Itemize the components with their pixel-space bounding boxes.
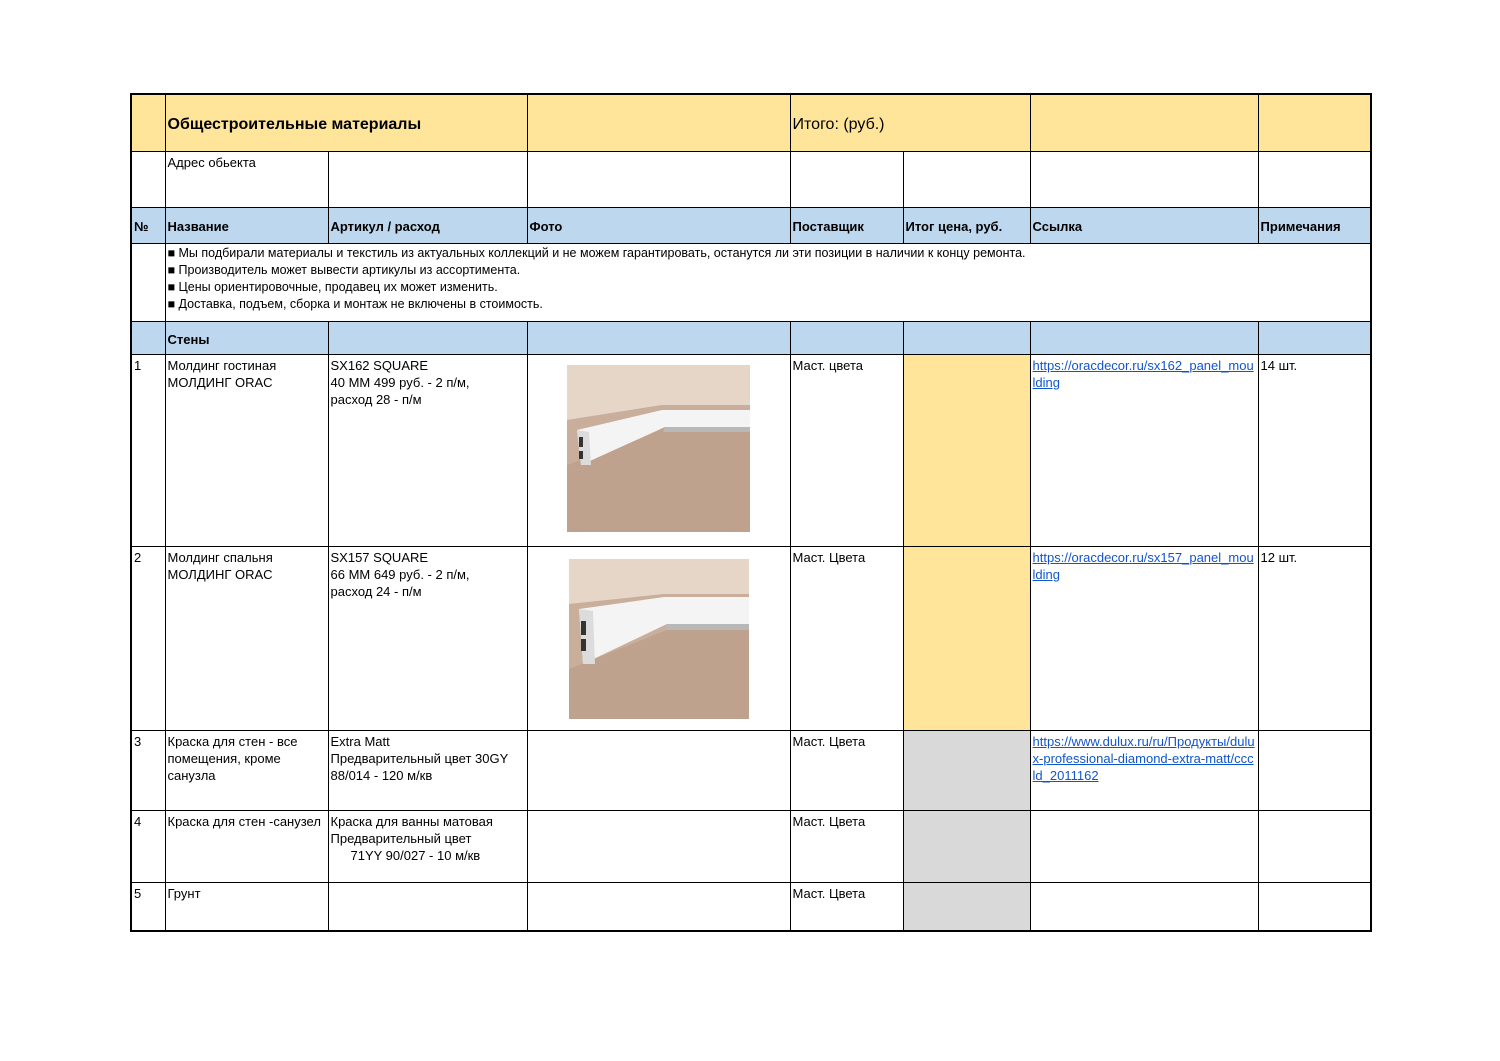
row-note[interactable]: 14 шт. xyxy=(1258,355,1371,547)
row-name-brand: МОЛДИНГ ORAC xyxy=(167,375,273,390)
column-header-row xyxy=(131,208,1371,244)
section-num-cell xyxy=(131,322,165,355)
row-article-detail: 66 MM 649 руб. - 2 п/м, xyxy=(330,567,470,582)
row-photo-cell[interactable] xyxy=(527,883,790,931)
row-article-cell[interactable] xyxy=(328,883,527,931)
title-link-cell[interactable] xyxy=(1030,94,1258,152)
row-link[interactable]: https://www.dulux.ru/ru/Продукты/dulux-professional-diamond-extra-matt/cccld_2011162 xyxy=(1032,734,1255,783)
molding-photo-icon xyxy=(569,559,749,719)
row-name[interactable]: Краска для стен -санузел xyxy=(165,811,328,883)
note-line: ■ Производитель может вывести артикулы из ассортимента. xyxy=(167,263,521,277)
row-supplier[interactable]: Маст. Цвета xyxy=(790,811,903,883)
row-article-detail: расход 28 - п/м xyxy=(330,392,422,407)
row-supplier[interactable]: Маст. цвета xyxy=(790,355,903,547)
notes-row xyxy=(131,244,1371,322)
table-row xyxy=(131,883,1371,931)
row-article-detail: 40 MM 499 руб. - 2 п/м, xyxy=(330,375,470,390)
row-link[interactable]: https://oracdecor.ru/sx162_panel_moulding xyxy=(1032,358,1254,390)
row-link-cell[interactable] xyxy=(1030,731,1258,811)
total-label: Итого: (руб.) xyxy=(792,115,885,133)
row-supplier[interactable]: Маст. Цвета xyxy=(790,731,903,811)
section-empty-cell[interactable] xyxy=(328,322,527,355)
column-header: № xyxy=(131,208,165,244)
table-row xyxy=(131,811,1371,883)
section-empty-cell[interactable] xyxy=(1258,322,1371,355)
row-name: Молдинг спальня xyxy=(167,550,273,565)
row-article-detail: Предварительный цвет 30GY 88/014 - 120 м/кв xyxy=(330,751,509,783)
column-header: Поставщик xyxy=(790,208,903,244)
notes-cell[interactable] xyxy=(165,244,1371,322)
row-note[interactable] xyxy=(1258,883,1371,931)
row-article-detail: Предварительный цвет xyxy=(330,831,472,846)
row-link-cell[interactable] xyxy=(1030,355,1258,547)
total-cell[interactable] xyxy=(790,94,1030,152)
row-photo-cell[interactable] xyxy=(527,547,790,731)
address-label-cell[interactable] xyxy=(165,152,328,208)
row-num: 4 xyxy=(131,811,165,883)
row-article-detail: расход 24 - п/м xyxy=(330,584,422,599)
column-header: Название xyxy=(165,208,328,244)
row-price[interactable] xyxy=(903,731,1030,811)
row-note[interactable] xyxy=(1258,731,1371,811)
section-empty-cell[interactable] xyxy=(790,322,903,355)
address-value-cell[interactable] xyxy=(328,152,527,208)
section-row xyxy=(131,322,1371,355)
row-article: Краска для ванны матовая xyxy=(330,814,493,829)
row-num: 3 xyxy=(131,731,165,811)
address-row xyxy=(131,152,1371,208)
row-article-cell[interactable] xyxy=(328,811,527,883)
row-photo-cell[interactable] xyxy=(527,731,790,811)
address-label: Адрес обьекта xyxy=(167,155,256,170)
table-row xyxy=(131,731,1371,811)
row-name-cell[interactable] xyxy=(165,355,328,547)
row-num: 1 xyxy=(131,355,165,547)
address-num-cell xyxy=(131,152,165,208)
row-link[interactable]: https://oracdecor.ru/sx157_panel_moulding xyxy=(1032,550,1254,582)
column-header: Фото xyxy=(527,208,790,244)
title-empty-cell[interactable] xyxy=(527,94,790,152)
row-link-cell[interactable] xyxy=(1030,883,1258,931)
section-empty-cell[interactable] xyxy=(527,322,790,355)
column-header: Ссылка xyxy=(1030,208,1258,244)
row-article: SX157 SQUARE xyxy=(330,550,429,565)
row-link-cell[interactable] xyxy=(1030,811,1258,883)
row-article-cell[interactable] xyxy=(328,731,527,811)
address-empty-cell[interactable] xyxy=(903,152,1030,208)
title-cell[interactable] xyxy=(165,94,527,152)
note-line: ■ Доставка, подъем, сборка и монтаж не включены в стоимость. xyxy=(167,297,543,311)
address-empty-cell[interactable] xyxy=(1030,152,1258,208)
address-empty-cell[interactable] xyxy=(1258,152,1371,208)
page-title: Общестроительные материалы xyxy=(167,115,422,133)
section-label[interactable]: Стены xyxy=(165,322,328,355)
row-article-cell[interactable] xyxy=(328,547,527,731)
row-price[interactable] xyxy=(903,883,1030,931)
row-article: SX162 SQUARE xyxy=(330,358,429,373)
column-header: Артикул / расход xyxy=(328,208,527,244)
row-photo-cell[interactable] xyxy=(527,355,790,547)
section-empty-cell[interactable] xyxy=(1030,322,1258,355)
title-num-cell xyxy=(131,94,165,152)
row-price[interactable] xyxy=(903,355,1030,547)
title-note-cell[interactable] xyxy=(1258,94,1371,152)
row-name: Молдинг гостиная xyxy=(167,358,277,373)
row-supplier[interactable]: Маст. Цвета xyxy=(790,547,903,731)
row-photo-cell[interactable] xyxy=(527,811,790,883)
row-note[interactable] xyxy=(1258,811,1371,883)
address-empty-cell[interactable] xyxy=(790,152,903,208)
note-line: ■ Цены ориентировочные, продавец их может изменить. xyxy=(167,280,498,294)
row-supplier[interactable]: Маст. Цвета xyxy=(790,883,903,931)
row-note[interactable]: 12 шт. xyxy=(1258,547,1371,731)
column-header: Примечания xyxy=(1258,208,1371,244)
row-article-detail: 71YY 90/027 - 10 м/кв xyxy=(350,848,481,863)
materials-table xyxy=(130,93,1372,932)
row-num: 5 xyxy=(131,883,165,931)
address-empty-cell[interactable] xyxy=(527,152,790,208)
row-name-cell[interactable] xyxy=(165,547,328,731)
table-row xyxy=(131,547,1371,731)
row-price[interactable] xyxy=(903,547,1030,731)
notes-num-cell xyxy=(131,244,165,322)
section-empty-cell[interactable] xyxy=(903,322,1030,355)
row-link-cell[interactable] xyxy=(1030,547,1258,731)
row-name[interactable]: Грунт xyxy=(165,883,328,931)
row-name[interactable]: Краска для стен - все помещения, кроме санузла xyxy=(165,731,328,811)
row-price[interactable] xyxy=(903,811,1030,883)
row-name-brand: МОЛДИНГ ORAC xyxy=(167,567,273,582)
molding-photo-icon xyxy=(567,365,750,532)
note-line: ■ Мы подбирали материалы и текстиль из актуальных коллекций и не можем гарантировать, останутся ли эти позиции в наличии к концу ремонта. xyxy=(167,246,1026,260)
row-num: 2 xyxy=(131,547,165,731)
table-row xyxy=(131,355,1371,547)
row-article: Extra Matt xyxy=(330,734,390,749)
title-row xyxy=(131,94,1371,152)
column-header: Итог цена, руб. xyxy=(903,208,1030,244)
row-article-cell[interactable] xyxy=(328,355,527,547)
